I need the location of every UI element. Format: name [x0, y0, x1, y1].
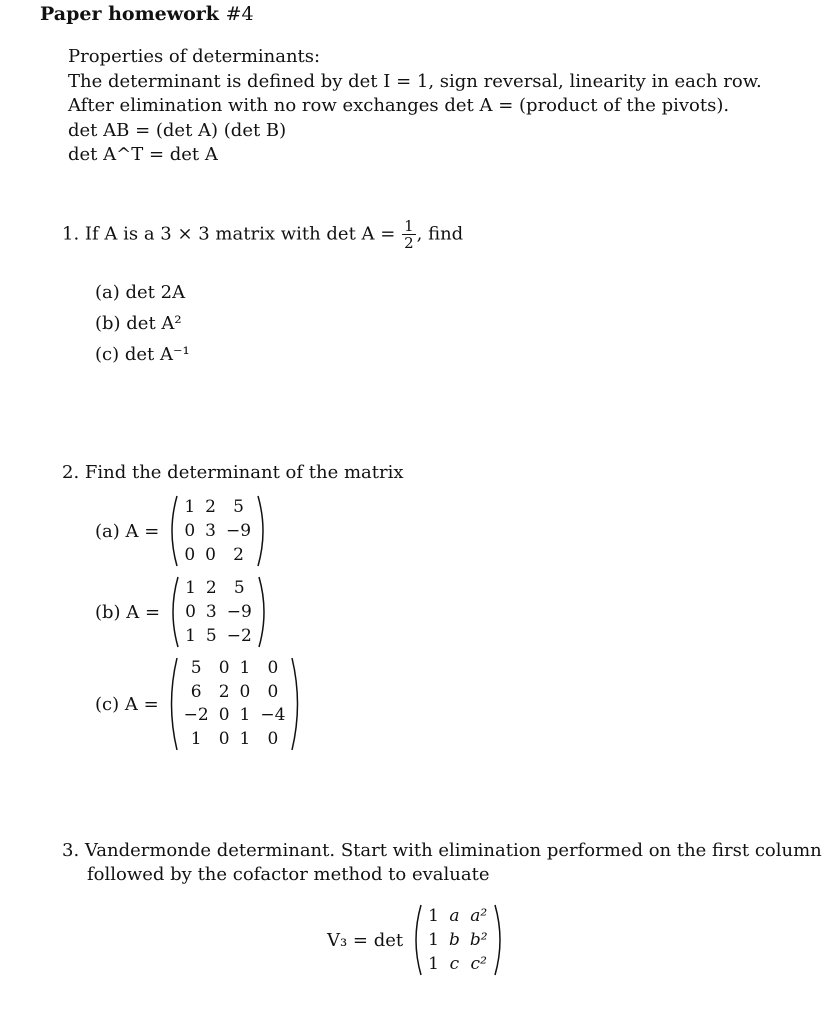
question-1	[62, 218, 463, 251]
matrix-cell: 1	[185, 578, 196, 598]
matrix-a	[179, 495, 256, 567]
matrix-cell: 0	[184, 545, 196, 565]
matrix-cell: 0	[218, 658, 230, 678]
matrix-cell: 1	[190, 728, 202, 749]
vandermonde-label: V₃ = det	[327, 929, 404, 951]
property-line-3: det AB = (det A) (det B)	[68, 119, 287, 141]
matrix-cell: 1	[239, 658, 251, 678]
matrix-cell: 5	[233, 497, 244, 517]
title-number: #4	[225, 3, 254, 25]
matrix-cell: c	[449, 954, 460, 974]
property-line-2: After elimination with no row exchanges det A = (product of the pivots).	[68, 95, 730, 116]
left-paren-icon	[166, 575, 180, 649]
q1-frac-den: 2	[404, 234, 414, 252]
vandermonde-block	[327, 903, 507, 977]
q2c-label: (c) A =	[95, 693, 159, 715]
matrix-cell: 2	[205, 497, 216, 517]
q1-suffix: , find	[416, 223, 464, 245]
matrix-cell: 0	[184, 521, 196, 541]
properties-heading: Properties of determinants:	[68, 46, 321, 67]
matrix-cell: 1	[239, 705, 251, 725]
q1-frac-num: 1	[404, 217, 414, 235]
property-line-1: The determinant is defined by det I = 1, sign reversal, linearity in each row.	[68, 70, 762, 92]
matrix-cell: a	[449, 906, 460, 926]
right-paren-icon	[256, 494, 270, 568]
matrix-cell: −4	[260, 705, 286, 725]
matrix-cell: 6	[190, 681, 202, 702]
matrix-b	[180, 576, 257, 648]
matrix-cell: 5	[205, 626, 217, 646]
q3-line-2: followed by the cofactor method to evaluate	[87, 864, 490, 885]
properties-block	[68, 45, 762, 168]
matrix-c	[179, 657, 291, 751]
right-paren-icon	[493, 903, 507, 977]
q1-fraction	[402, 218, 416, 251]
matrix-cell: 2	[205, 578, 217, 598]
matrix-cell: 0	[267, 728, 279, 749]
q2b-block	[95, 575, 271, 649]
page-title	[40, 3, 254, 25]
q1-prefix: 1. If A is a 3 × 3 matrix with det A =	[62, 223, 396, 245]
matrix-cell: 0	[218, 728, 230, 749]
q2a-label: (a) A =	[95, 520, 160, 542]
matrix-cell: 0	[185, 602, 196, 622]
q2a-block	[95, 494, 270, 568]
q1-part-c: (c) det A⁻¹	[95, 344, 190, 365]
matrix-cell: 1	[428, 906, 439, 926]
matrix-cell: 5	[190, 658, 202, 678]
matrix-cell: 0	[267, 658, 279, 678]
matrix-cell: 3	[205, 521, 216, 541]
matrix-cell: a²	[470, 906, 488, 926]
property-line-4: det A^T = det A	[68, 144, 218, 165]
matrix-cell: 1	[184, 497, 196, 517]
right-paren-icon	[257, 575, 271, 649]
left-paren-icon	[409, 903, 423, 977]
matrix-cell: b²	[469, 930, 488, 950]
matrix-cell: 3	[205, 602, 217, 622]
matrix-cell: 0	[205, 545, 216, 565]
q2b-label: (b) A =	[95, 601, 161, 623]
left-paren-icon	[165, 494, 179, 568]
matrix-cell: c²	[470, 954, 487, 974]
matrix-cell: 5	[233, 578, 245, 598]
matrix-cell: 0	[239, 681, 251, 702]
right-paren-icon	[290, 656, 304, 752]
matrix-cell: b	[448, 930, 460, 950]
matrix-cell: 0	[218, 705, 230, 725]
matrix-cell: −9	[226, 602, 252, 622]
q2c-block	[95, 656, 304, 752]
q2-prompt: 2. Find the determinant of the matrix	[62, 462, 404, 483]
title-text: Paper homework	[40, 3, 219, 25]
q1-part-a: (a) det 2A	[95, 282, 186, 303]
matrix-cell: −2	[183, 705, 209, 725]
matrix-cell: 1	[428, 954, 439, 974]
q3-line-1: 3. Vandermonde determinant. Start with elimination performed on the first column	[62, 840, 822, 861]
left-paren-icon	[165, 656, 179, 752]
matrix-cell: 2	[218, 681, 230, 702]
q1-part-b: (b) det A²	[95, 313, 182, 334]
vandermonde-matrix	[423, 904, 492, 976]
matrix-cell: 1	[239, 728, 251, 749]
matrix-cell: 0	[267, 681, 279, 702]
matrix-cell: −2	[226, 626, 252, 646]
matrix-cell: 1	[428, 930, 439, 950]
matrix-cell: 2	[233, 545, 244, 565]
matrix-cell: 1	[185, 626, 196, 646]
matrix-cell: −9	[225, 521, 252, 541]
